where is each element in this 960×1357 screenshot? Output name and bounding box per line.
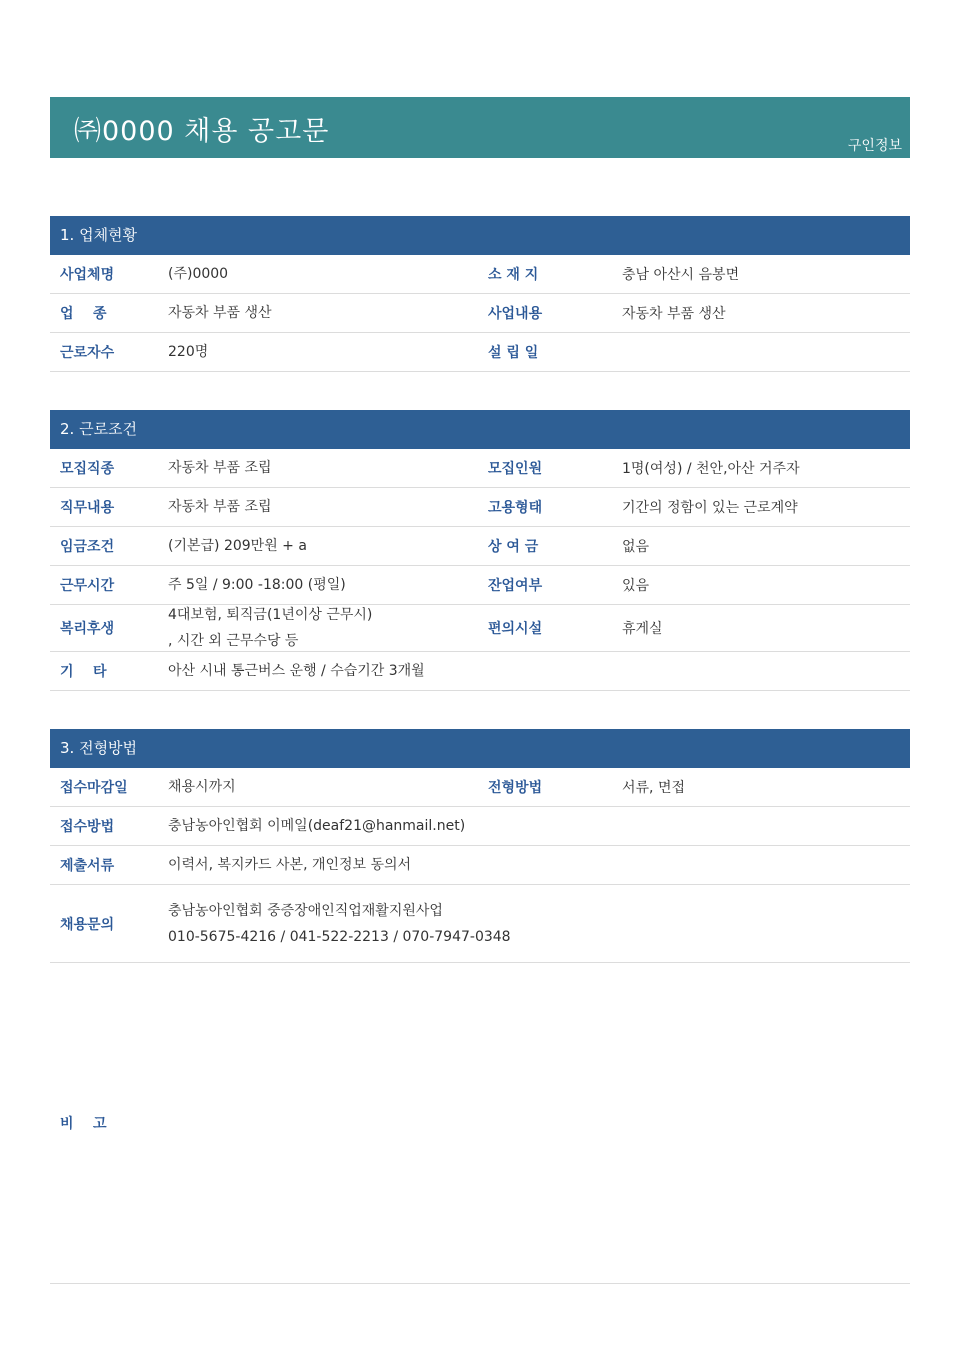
field-value: 휴게실 <box>622 621 663 637</box>
field-label: 근무시간 <box>60 578 115 594</box>
remarks-value <box>168 963 868 1283</box>
field-value-line: 010-5675-4216 / 041-522-2213 / 070-7947-0348 <box>168 928 511 945</box>
table-row <box>50 605 910 652</box>
field-label: 상 여 금 <box>488 539 539 555</box>
page-title: ㈜0000 채용 공고문 <box>74 116 330 147</box>
table-row <box>50 488 910 527</box>
field-value: 서류, 면접 <box>622 780 685 796</box>
table-row <box>50 768 910 807</box>
field-value: 자동차 부품 조립 <box>168 499 272 515</box>
field-value-line: 4대보험, 퇴직금(1년이상 근무시) <box>168 607 373 623</box>
field-label: 편의시설 <box>488 621 543 637</box>
field-value: 220명 <box>168 344 209 360</box>
field-label: 사업내용 <box>488 306 543 322</box>
field-label: 고용형태 <box>488 500 543 516</box>
title-banner <box>50 97 910 158</box>
field-label: 잔업여부 <box>488 578 543 594</box>
section-header-selection: 3. 전형방법 <box>50 729 910 768</box>
field-label: 모집인원 <box>488 461 543 477</box>
table-row <box>50 449 910 488</box>
field-value: 주 5일 / 9:00 -18:00 (평일) <box>168 577 346 593</box>
table-row <box>50 807 910 846</box>
table-row <box>50 255 910 294</box>
field-value <box>168 885 868 962</box>
field-label: 복리후생 <box>60 621 115 637</box>
field-value: 이력서, 복지카드 사본, 개인정보 동의서 <box>168 857 412 873</box>
field-value: 자동차 부품 조립 <box>168 460 272 476</box>
field-value: 없음 <box>622 539 650 555</box>
section-header-conditions: 2. 근로조건 <box>50 410 910 449</box>
field-value-line: , 시간 외 근무수당 등 <box>168 633 299 649</box>
field-value: 기간의 정함이 있는 근로계약 <box>622 500 798 516</box>
field-label: 전형방법 <box>488 780 543 796</box>
table-row <box>50 652 910 691</box>
field-value: 충남 아산시 음봉면 <box>622 267 740 283</box>
table-row <box>50 566 910 605</box>
field-label: 비 고 <box>60 1116 107 1132</box>
field-label: 업 종 <box>60 306 107 322</box>
field-value: 자동차 부품 생산 <box>168 305 272 321</box>
field-label: 소 재 지 <box>488 267 539 283</box>
field-label: 제출서류 <box>60 858 115 874</box>
field-label: 근로자수 <box>60 345 115 361</box>
table-row <box>50 333 910 372</box>
field-value: 1명(여성) / 천안,아산 거주자 <box>622 461 800 477</box>
field-value <box>168 605 478 651</box>
field-value: (기본급) 209만원 + a <box>168 538 307 554</box>
field-label: 모집직종 <box>60 461 115 477</box>
field-label: 직무내용 <box>60 500 115 516</box>
field-label: 사업체명 <box>60 267 115 283</box>
table-row <box>50 294 910 333</box>
field-value <box>622 333 910 371</box>
field-value: 채용시까지 <box>168 779 236 795</box>
field-label: 접수마감일 <box>60 780 128 796</box>
category-tag: 구인정보 <box>847 138 902 154</box>
field-value: 충남농아인협회 이메일(deaf21@hanmail.net) <box>168 818 466 834</box>
table-row <box>50 846 910 885</box>
field-label: 채용문의 <box>60 916 115 933</box>
field-value: (주)0000 <box>168 266 229 282</box>
field-label: 설 립 일 <box>488 345 539 361</box>
field-value: 있음 <box>622 578 650 594</box>
section-header-company: 1. 업체현황 <box>50 216 910 255</box>
table-row <box>50 885 910 963</box>
field-value: 자동차 부품 생산 <box>622 306 726 322</box>
field-label: 접수방법 <box>60 819 115 835</box>
field-label: 기 타 <box>60 664 107 680</box>
field-label: 임금조건 <box>60 539 115 555</box>
remarks-row <box>50 963 910 1284</box>
field-value: 아산 시내 통근버스 운행 / 수습기간 3개월 <box>168 663 425 679</box>
field-value-line: 충남농아인협회 중증장애인직업재활지원사업 <box>168 902 443 919</box>
table-row <box>50 527 910 566</box>
